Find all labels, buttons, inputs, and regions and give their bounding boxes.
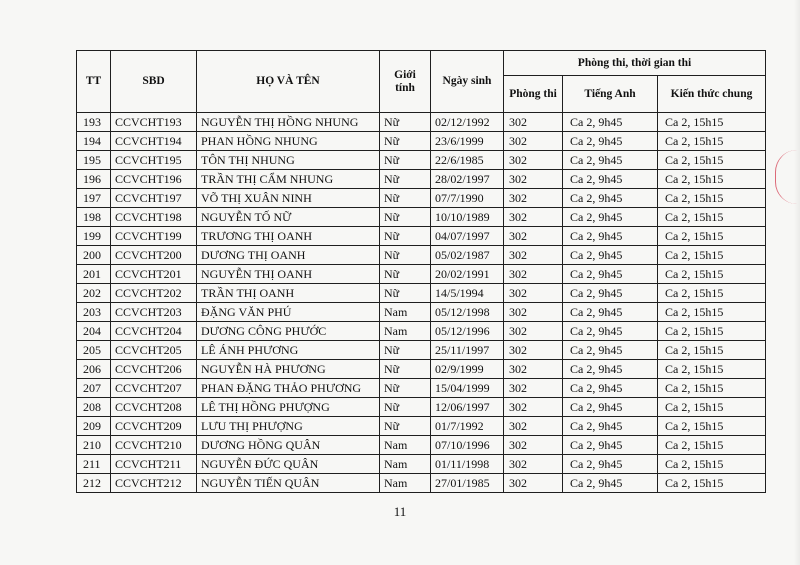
cell-gender: Nữ xyxy=(380,246,431,265)
cell-date-of-birth: 14/5/1994 xyxy=(431,284,504,303)
cell-date-of-birth: 27/01/1985 xyxy=(431,474,504,493)
cell-room: 302 xyxy=(504,398,563,417)
cell-english-session: Ca 2, 9h45 xyxy=(563,227,658,246)
cell-room: 302 xyxy=(504,436,563,455)
cell-full-name: PHAN ĐẶNG THẢO PHƯƠNG xyxy=(197,379,380,398)
cell-gender: Nữ xyxy=(380,113,431,132)
cell-date-of-birth: 10/10/1989 xyxy=(431,208,504,227)
cell-date-of-birth: 20/02/1991 xyxy=(431,265,504,284)
table-row xyxy=(77,189,766,208)
stamp-edge-mark xyxy=(775,150,798,204)
cell-room: 302 xyxy=(504,113,563,132)
cell-date-of-birth: 12/06/1997 xyxy=(431,398,504,417)
cell-room: 302 xyxy=(504,303,563,322)
cell-full-name: NGUYỄN THỊ OANH xyxy=(197,265,380,284)
header-english: Tiếng Anh xyxy=(563,76,658,113)
header-tt: TT xyxy=(77,51,111,113)
cell-date-of-birth: 07/10/1996 xyxy=(431,436,504,455)
cell-general-session: Ca 2, 15h15 xyxy=(658,208,766,227)
table-row xyxy=(77,341,766,360)
cell-full-name: PHAN HỒNG NHUNG xyxy=(197,132,380,151)
cell-room: 302 xyxy=(504,341,563,360)
table-row xyxy=(77,208,766,227)
cell-general-session: Ca 2, 15h15 xyxy=(658,398,766,417)
cell-date-of-birth: 04/07/1997 xyxy=(431,227,504,246)
cell-full-name: LÊ THỊ HỒNG PHƯỢNG xyxy=(197,398,380,417)
cell-full-name: VÕ THỊ XUÂN NINH xyxy=(197,189,380,208)
cell-room: 302 xyxy=(504,265,563,284)
cell-full-name: NGUYỄN TỐ NỮ xyxy=(197,208,380,227)
cell-full-name: DƯƠNG HỒNG QUÂN xyxy=(197,436,380,455)
header-row-top xyxy=(77,51,766,76)
cell-date-of-birth: 28/02/1997 xyxy=(431,170,504,189)
cell-room: 302 xyxy=(504,455,563,474)
cell-room: 302 xyxy=(504,246,563,265)
cell-sbd: CCVCHT195 xyxy=(111,151,197,170)
header-exam-room-time: Phòng thi, thời gian thi xyxy=(504,51,766,76)
cell-gender: Nữ xyxy=(380,360,431,379)
cell-gender: Nữ xyxy=(380,379,431,398)
cell-english-session: Ca 2, 9h45 xyxy=(563,246,658,265)
cell-sbd: CCVCHT193 xyxy=(111,113,197,132)
cell-full-name: TRẦN THỊ CẨM NHUNG xyxy=(197,170,380,189)
cell-full-name: TÔN THỊ NHUNG xyxy=(197,151,380,170)
table-row xyxy=(77,132,766,151)
cell-date-of-birth: 05/12/1998 xyxy=(431,303,504,322)
cell-date-of-birth: 07/7/1990 xyxy=(431,189,504,208)
cell-gender: Nam xyxy=(380,322,431,341)
cell-general-session: Ca 2, 15h15 xyxy=(658,265,766,284)
cell-tt: 210 xyxy=(77,436,111,455)
cell-english-session: Ca 2, 9h45 xyxy=(563,284,658,303)
table-row xyxy=(77,151,766,170)
header-sbd: SBD xyxy=(111,51,197,113)
cell-gender: Nữ xyxy=(380,265,431,284)
cell-full-name: NGUYỄN ĐỨC QUÂN xyxy=(197,455,380,474)
cell-english-session: Ca 2, 9h45 xyxy=(563,303,658,322)
cell-full-name: NGUYỄN HÀ PHƯƠNG xyxy=(197,360,380,379)
table-row xyxy=(77,379,766,398)
cell-full-name: TRƯƠNG THỊ OANH xyxy=(197,227,380,246)
cell-date-of-birth: 01/7/1992 xyxy=(431,417,504,436)
cell-gender: Nữ xyxy=(380,417,431,436)
page-edge-shadow xyxy=(794,0,800,565)
cell-room: 302 xyxy=(504,417,563,436)
cell-english-session: Ca 2, 9h45 xyxy=(563,113,658,132)
cell-full-name: DƯƠNG THỊ OANH xyxy=(197,246,380,265)
cell-gender: Nữ xyxy=(380,284,431,303)
table-row xyxy=(77,360,766,379)
cell-english-session: Ca 2, 9h45 xyxy=(563,341,658,360)
cell-sbd: CCVCHT203 xyxy=(111,303,197,322)
cell-general-session: Ca 2, 15h15 xyxy=(658,284,766,303)
cell-english-session: Ca 2, 9h45 xyxy=(563,455,658,474)
cell-tt: 202 xyxy=(77,284,111,303)
cell-date-of-birth: 23/6/1999 xyxy=(431,132,504,151)
cell-date-of-birth: 05/12/1996 xyxy=(431,322,504,341)
cell-tt: 196 xyxy=(77,170,111,189)
cell-date-of-birth: 02/12/1992 xyxy=(431,113,504,132)
cell-full-name: LÊ ÁNH PHƯƠNG xyxy=(197,341,380,360)
table-row xyxy=(77,417,766,436)
cell-sbd: CCVCHT201 xyxy=(111,265,197,284)
table-row xyxy=(77,322,766,341)
cell-tt: 200 xyxy=(77,246,111,265)
cell-general-session: Ca 2, 15h15 xyxy=(658,132,766,151)
cell-general-session: Ca 2, 15h15 xyxy=(658,246,766,265)
table-body xyxy=(77,113,766,493)
cell-gender: Nữ xyxy=(380,132,431,151)
cell-gender: Nam xyxy=(380,303,431,322)
table-row xyxy=(77,113,766,132)
cell-general-session: Ca 2, 15h15 xyxy=(658,322,766,341)
cell-date-of-birth: 01/11/1998 xyxy=(431,455,504,474)
cell-general-session: Ca 2, 15h15 xyxy=(658,417,766,436)
cell-gender: Nữ xyxy=(380,170,431,189)
cell-tt: 204 xyxy=(77,322,111,341)
cell-sbd: CCVCHT202 xyxy=(111,284,197,303)
cell-room: 302 xyxy=(504,189,563,208)
cell-general-session: Ca 2, 15h15 xyxy=(658,303,766,322)
cell-sbd: CCVCHT196 xyxy=(111,170,197,189)
cell-tt: 211 xyxy=(77,455,111,474)
cell-gender: Nữ xyxy=(380,208,431,227)
cell-gender: Nữ xyxy=(380,151,431,170)
cell-sbd: CCVCHT194 xyxy=(111,132,197,151)
cell-room: 302 xyxy=(504,208,563,227)
table-row xyxy=(77,303,766,322)
cell-general-session: Ca 2, 15h15 xyxy=(658,455,766,474)
cell-tt: 195 xyxy=(77,151,111,170)
cell-room: 302 xyxy=(504,379,563,398)
cell-date-of-birth: 05/02/1987 xyxy=(431,246,504,265)
cell-general-session: Ca 2, 15h15 xyxy=(658,151,766,170)
cell-tt: 193 xyxy=(77,113,111,132)
page-number: 11 xyxy=(393,504,407,519)
cell-gender: Nam xyxy=(380,474,431,493)
cell-sbd: CCVCHT210 xyxy=(111,436,197,455)
header-gender: Giới tính xyxy=(380,51,431,113)
cell-gender: Nữ xyxy=(380,189,431,208)
table-row xyxy=(77,455,766,474)
candidate-table xyxy=(76,50,766,493)
cell-room: 302 xyxy=(504,322,563,341)
cell-sbd: CCVCHT209 xyxy=(111,417,197,436)
cell-room: 302 xyxy=(504,474,563,493)
cell-general-session: Ca 2, 15h15 xyxy=(658,436,766,455)
table-row xyxy=(77,246,766,265)
cell-date-of-birth: 25/11/1997 xyxy=(431,341,504,360)
cell-gender: Nữ xyxy=(380,341,431,360)
cell-full-name: DƯƠNG CÔNG PHƯỚC xyxy=(197,322,380,341)
cell-tt: 212 xyxy=(77,474,111,493)
cell-full-name: ĐẶNG VĂN PHÚ xyxy=(197,303,380,322)
cell-date-of-birth: 15/04/1999 xyxy=(431,379,504,398)
table-row xyxy=(77,284,766,303)
cell-tt: 205 xyxy=(77,341,111,360)
cell-sbd: CCVCHT208 xyxy=(111,398,197,417)
cell-sbd: CCVCHT198 xyxy=(111,208,197,227)
cell-date-of-birth: 22/6/1985 xyxy=(431,151,504,170)
cell-english-session: Ca 2, 9h45 xyxy=(563,417,658,436)
cell-general-session: Ca 2, 15h15 xyxy=(658,360,766,379)
cell-sbd: CCVCHT212 xyxy=(111,474,197,493)
header-date-of-birth: Ngày sinh xyxy=(431,51,504,113)
cell-gender: Nam xyxy=(380,455,431,474)
cell-room: 302 xyxy=(504,132,563,151)
cell-tt: 201 xyxy=(77,265,111,284)
table-row xyxy=(77,436,766,455)
cell-sbd: CCVCHT204 xyxy=(111,322,197,341)
cell-room: 302 xyxy=(504,360,563,379)
cell-english-session: Ca 2, 9h45 xyxy=(563,189,658,208)
cell-english-session: Ca 2, 9h45 xyxy=(563,322,658,341)
cell-room: 302 xyxy=(504,151,563,170)
table-row xyxy=(77,474,766,493)
cell-tt: 197 xyxy=(77,189,111,208)
cell-sbd: CCVCHT211 xyxy=(111,455,197,474)
cell-full-name: TRẦN THỊ OANH xyxy=(197,284,380,303)
cell-full-name: NGUYỄN THỊ HỒNG NHUNG xyxy=(197,113,380,132)
cell-sbd: CCVCHT199 xyxy=(111,227,197,246)
cell-sbd: CCVCHT207 xyxy=(111,379,197,398)
cell-english-session: Ca 2, 9h45 xyxy=(563,379,658,398)
cell-tt: 208 xyxy=(77,398,111,417)
cell-english-session: Ca 2, 9h45 xyxy=(563,474,658,493)
table-row xyxy=(77,265,766,284)
cell-sbd: CCVCHT205 xyxy=(111,341,197,360)
cell-date-of-birth: 02/9/1999 xyxy=(431,360,504,379)
cell-tt: 207 xyxy=(77,379,111,398)
cell-english-session: Ca 2, 9h45 xyxy=(563,265,658,284)
cell-gender: Nữ xyxy=(380,398,431,417)
cell-english-session: Ca 2, 9h45 xyxy=(563,436,658,455)
cell-tt: 199 xyxy=(77,227,111,246)
cell-sbd: CCVCHT200 xyxy=(111,246,197,265)
cell-tt: 209 xyxy=(77,417,111,436)
table-row xyxy=(77,398,766,417)
cell-english-session: Ca 2, 9h45 xyxy=(563,170,658,189)
cell-general-session: Ca 2, 15h15 xyxy=(658,189,766,208)
cell-room: 302 xyxy=(504,284,563,303)
cell-english-session: Ca 2, 9h45 xyxy=(563,208,658,227)
cell-gender: Nữ xyxy=(380,227,431,246)
table-row xyxy=(77,170,766,189)
cell-english-session: Ca 2, 9h45 xyxy=(563,398,658,417)
cell-tt: 194 xyxy=(77,132,111,151)
cell-full-name: NGUYỄN TIẾN QUÂN xyxy=(197,474,380,493)
cell-full-name: LƯU THỊ PHƯỢNG xyxy=(197,417,380,436)
cell-general-session: Ca 2, 15h15 xyxy=(658,341,766,360)
cell-gender: Nam xyxy=(380,436,431,455)
cell-tt: 203 xyxy=(77,303,111,322)
table-row xyxy=(77,227,766,246)
header-full-name: HỌ VÀ TÊN xyxy=(197,51,380,113)
cell-room: 302 xyxy=(504,170,563,189)
cell-english-session: Ca 2, 9h45 xyxy=(563,360,658,379)
cell-english-session: Ca 2, 9h45 xyxy=(563,151,658,170)
cell-general-session: Ca 2, 15h15 xyxy=(658,170,766,189)
cell-sbd: CCVCHT206 xyxy=(111,360,197,379)
cell-tt: 206 xyxy=(77,360,111,379)
cell-general-session: Ca 2, 15h15 xyxy=(658,379,766,398)
cell-tt: 198 xyxy=(77,208,111,227)
table-header xyxy=(77,51,766,113)
cell-sbd: CCVCHT197 xyxy=(111,189,197,208)
cell-english-session: Ca 2, 9h45 xyxy=(563,132,658,151)
cell-general-session: Ca 2, 15h15 xyxy=(658,474,766,493)
header-room: Phòng thi xyxy=(504,76,563,113)
cell-general-session: Ca 2, 15h15 xyxy=(658,113,766,132)
cell-general-session: Ca 2, 15h15 xyxy=(658,227,766,246)
cell-room: 302 xyxy=(504,227,563,246)
header-general-knowledge: Kiến thức chung xyxy=(658,76,766,113)
